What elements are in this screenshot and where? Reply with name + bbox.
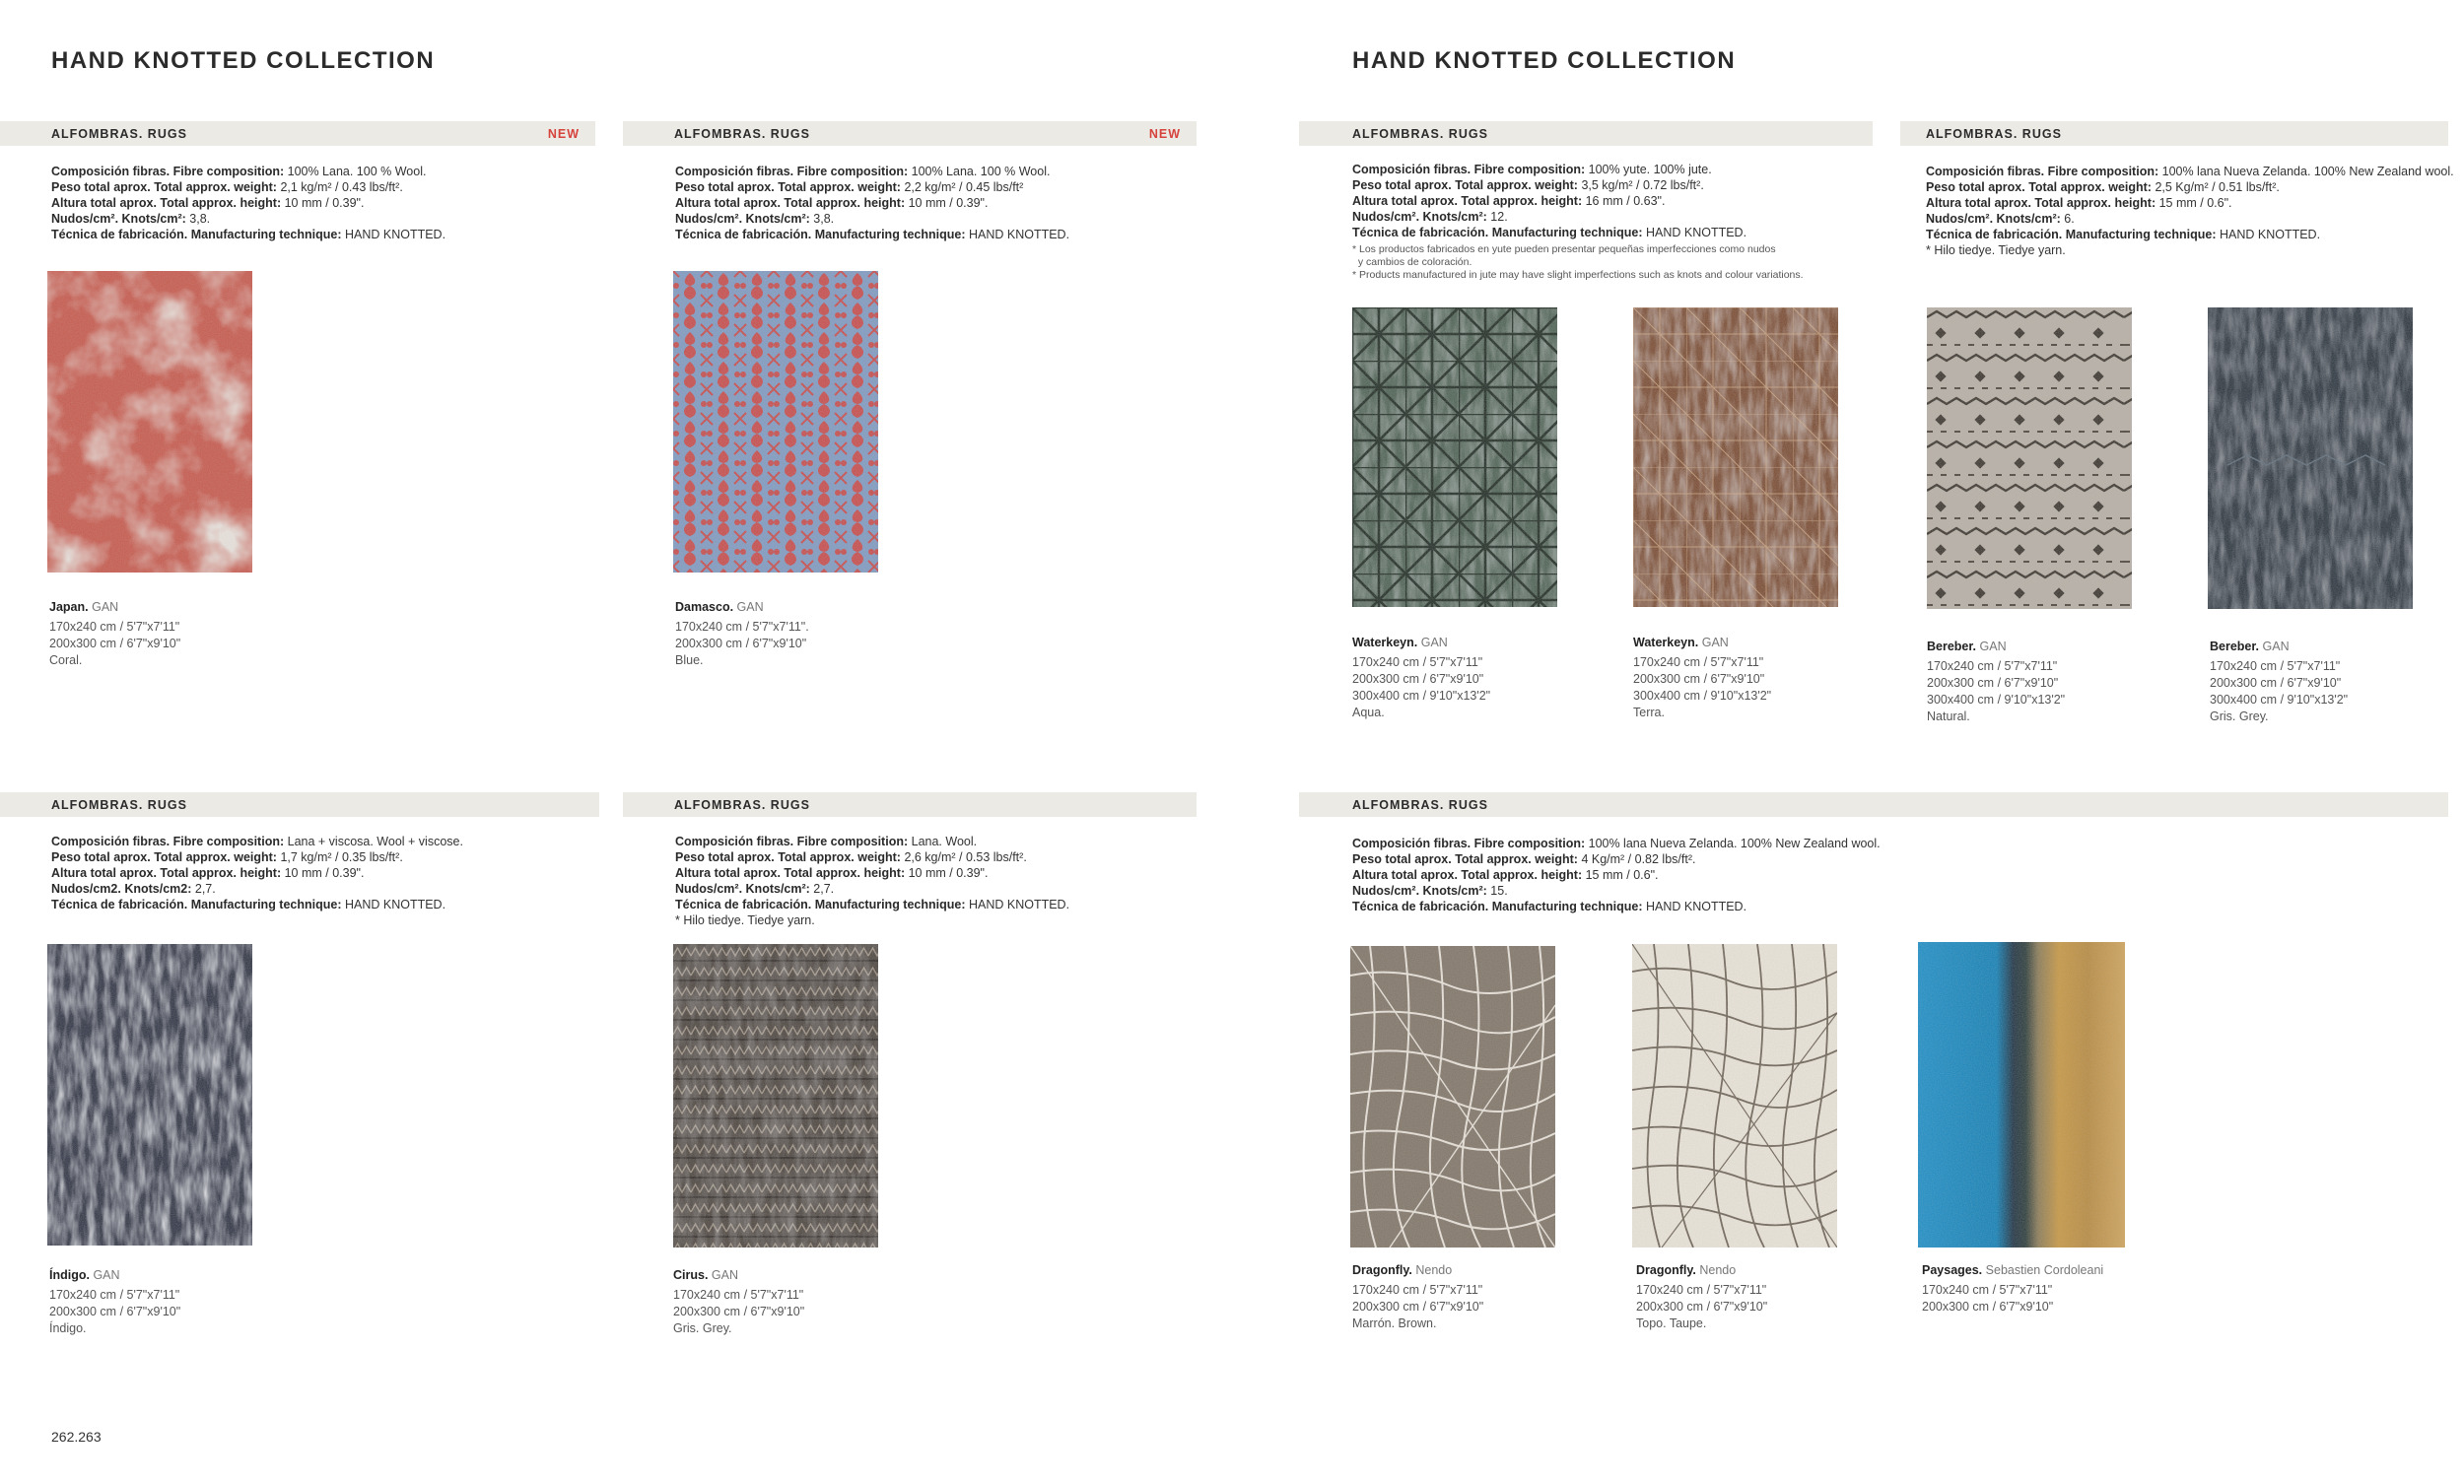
product-caption [49,1267,306,1337]
spec-line: Peso total aprox. Total approx. weight: 1,7 kg/m² / 0.35 lbs/ft². [51,850,403,864]
spec-line: Composición fibras. Fibre composition: 100% Lana. 100 % Wool. [51,165,427,178]
product-size: 170x240 cm / 5'7"x7'11" [1352,655,1483,669]
section-header-label: ALFOMBRAS. RUGS [1926,127,2062,141]
product-size: 170x240 cm / 5'7"x7'11" [49,1288,180,1302]
rug-image-bereber-natural[interactable] [1927,307,2132,609]
spec-line: Técnica de fabricación. Manufacturing technique: HAND KNOTTED. [675,228,1070,241]
new-badge: NEW [1148,127,1181,141]
spec-line: Peso total aprox. Total approx. weight: 4 Kg/m² / 0.82 lbs/ft². [1352,852,1696,866]
product-caption [1927,639,2183,725]
product-caption [675,599,931,669]
product-size: 170x240 cm / 5'7"x7'11" [1352,1283,1483,1297]
product-size: 170x240 cm / 5'7"x7'11" [2210,659,2341,673]
spec-line: Peso total aprox. Total approx. weight: 2,6 kg/m² / 0.53 lbs/ft². [675,850,1027,864]
spec-line: Técnica de fabricación. Manufacturing technique: HAND KNOTTED. [675,898,1070,911]
section-header-label: ALFOMBRAS. RUGS [1352,798,1488,812]
product-size: 300x400 cm / 9'10"x13'2" [1633,689,1772,703]
rug-image-japan[interactable] [47,271,252,573]
rug-image-bereber-grey[interactable] [2208,307,2413,609]
product-size: 170x240 cm / 5'7"x7'11" [1922,1283,2053,1297]
rug-image-damasco[interactable] [673,271,878,573]
rug-image-dragonfly-taupe[interactable] [1632,944,1837,1248]
spec-line: Composición fibras. Fibre composition: 100% yute. 100% jute. [1352,163,1712,176]
page-number: 262.263 [51,1429,102,1445]
spec-list [51,164,603,242]
spec-line: Peso total aprox. Total approx. weight: 2,1 kg/m² / 0.43 lbs/ft². [51,180,403,194]
spec-note: y cambios de coloración. [1352,256,1472,268]
page-title-left: HAND KNOTTED COLLECTION [51,47,436,74]
spec-line: Altura total aprox. Total approx. height: 15 mm / 0.6". [1352,868,1659,882]
rug-image-indigo[interactable] [47,944,252,1246]
product-size: 200x300 cm / 6'7"x9'10" [1636,1300,1768,1314]
spec-line: Composición fibras. Fibre composition: Lana + viscosa. Wool + viscose. [51,835,463,848]
spec-line: Altura total aprox. Total approx. height: 15 mm / 0.6". [1926,196,2232,210]
product-size: 200x300 cm / 6'7"x9'10" [1352,672,1484,686]
product-color: Natural. [1927,709,1970,723]
spec-line: Nudos/cm². Knots/cm²: 15. [1352,884,1508,898]
product-color: Marrón. Brown. [1352,1316,1437,1330]
product-size: 200x300 cm / 6'7"x9'10" [49,1305,181,1318]
product-size: 170x240 cm / 5'7"x7'11" [49,620,180,634]
product-size: 300x400 cm / 9'10"x13'2" [2210,693,2349,707]
section-header-band [623,121,1197,146]
section-header-label: ALFOMBRAS. RUGS [51,798,187,812]
product-caption [2210,639,2464,725]
section-header-band [0,121,595,146]
product-size: 300x400 cm / 9'10"x13'2" [1352,689,1491,703]
section-header-band [0,792,599,817]
rug-image-paysages[interactable] [1918,942,2125,1248]
section-header-label: ALFOMBRAS. RUGS [51,127,187,141]
product-size: 170x240 cm / 5'7"x7'11" [1636,1283,1767,1297]
product-size: 170x240 cm / 5'7"x7'11" [1633,655,1764,669]
product-caption [1352,1262,1608,1332]
spec-line: Altura total aprox. Total approx. height: 10 mm / 0.39". [675,866,989,880]
rug-image-dragonfly-brown[interactable] [1350,946,1555,1248]
page-title-right: HAND KNOTTED COLLECTION [1352,47,1737,74]
spec-line: Técnica de fabricación. Manufacturing technique: HAND KNOTTED. [1926,228,2321,241]
product-color: Terra. [1633,706,1665,719]
spec-line: Técnica de fabricación. Manufacturing technique: HAND KNOTTED. [1352,226,1747,239]
spec-list [675,834,1227,928]
spec-line: Composición fibras. Fibre composition: 100% lana Nueva Zelanda. 100% New Zealand wool. [1352,837,1881,850]
product-size: 200x300 cm / 6'7"x9'10" [1927,676,2059,690]
product-name: Dragonfly. Nendo [1636,1263,1737,1277]
section-header-label: ALFOMBRAS. RUGS [674,127,810,141]
spec-line: Composición fibras. Fibre composition: Lana. Wool. [675,835,978,848]
product-size: 200x300 cm / 6'7"x9'10" [675,637,807,650]
product-name: Waterkeyn. GAN [1633,636,1729,649]
spec-note: * Hilo tiedye. Tiedye yarn. [675,913,815,927]
product-color: Gris. Grey. [673,1321,732,1335]
section-header-band [1900,121,2448,146]
spec-line: Nudos/cm². Knots/cm²: 2,7. [675,882,835,896]
spec-note: * Products manufactured in jute may have slight imperfections such as knots and colour variations. [1352,269,1804,281]
section-header-band [1299,792,2448,817]
spec-line: Nudos/cm². Knots/cm²: 6. [1926,212,2075,226]
product-size: 300x400 cm / 9'10"x13'2" [1927,693,2066,707]
spec-list [51,834,603,912]
spec-line: Altura total aprox. Total approx. height: 10 mm / 0.39". [51,866,365,880]
product-name: Dragonfly. Nendo [1352,1263,1453,1277]
product-caption [1636,1262,1892,1332]
spec-line: Peso total aprox. Total approx. weight: 2,2 kg/m² / 0.45 lbs/ft² [675,180,1024,194]
product-size: 200x300 cm / 6'7"x9'10" [1922,1300,2054,1314]
product-caption [673,1267,929,1337]
spec-line: Técnica de fabricación. Manufacturing technique: HAND KNOTTED. [51,898,446,911]
spec-line: Altura total aprox. Total approx. height: 16 mm / 0.63". [1352,194,1666,208]
product-caption [1352,635,1608,721]
product-caption [49,599,306,669]
spec-line: Nudos/cm². Knots/cm²: 3,8. [51,212,211,226]
spec-line: Composición fibras. Fibre composition: 100% Lana. 100 % Wool. [675,165,1051,178]
rug-image-cirus[interactable] [673,944,878,1248]
product-name: Japan. GAN [49,600,119,614]
section-header-label: ALFOMBRAS. RUGS [1352,127,1488,141]
product-size: 200x300 cm / 6'7"x9'10" [1633,672,1765,686]
product-name: Bereber. GAN [2210,640,2290,653]
product-name: Paysages. Sebastien Cordoleani [1922,1263,2104,1277]
product-size: 200x300 cm / 6'7"x9'10" [673,1305,805,1318]
spec-line: Técnica de fabricación. Manufacturing technique: HAND KNOTTED. [51,228,446,241]
spec-line: Peso total aprox. Total approx. weight: 3,5 kg/m² / 0.72 lbs/ft². [1352,178,1704,192]
spec-line: Nudos/cm2. Knots/cm2: 2,7. [51,882,216,896]
product-name: Bereber. GAN [1927,640,2007,653]
spec-line: Altura total aprox. Total approx. height: 10 mm / 0.39". [51,196,365,210]
product-caption [1922,1262,2178,1315]
product-caption [1633,635,1889,721]
spec-line: Altura total aprox. Total approx. height: 10 mm / 0.39". [675,196,989,210]
product-color: Gris. Grey. [2210,709,2269,723]
rug-image-waterkeyn-aqua[interactable] [1352,307,1557,607]
section-header-band [623,792,1197,817]
product-name: Cirus. GAN [673,1268,739,1282]
spec-list [675,164,1227,242]
product-size: 200x300 cm / 6'7"x9'10" [49,637,181,650]
product-name: Waterkeyn. GAN [1352,636,1448,649]
product-color: Aqua. [1352,706,1385,719]
product-size: 170x240 cm / 5'7"x7'11" [673,1288,804,1302]
product-color: Blue. [675,653,704,667]
product-color: Coral. [49,653,83,667]
spec-line: Técnica de fabricación. Manufacturing technique: HAND KNOTTED. [1352,900,1747,913]
spec-line: Nudos/cm². Knots/cm²: 3,8. [675,212,835,226]
product-name: Índigo. GAN [49,1268,120,1282]
product-size: 200x300 cm / 6'7"x9'10" [2210,676,2342,690]
new-badge: NEW [547,127,580,141]
section-header-band [1299,121,1873,146]
spec-list [1352,836,1904,914]
spec-note: * Hilo tiedye. Tiedye yarn. [1926,243,2066,257]
product-size: 170x240 cm / 5'7"x7'11". [675,620,809,634]
section-header-label: ALFOMBRAS. RUGS [674,798,810,812]
spec-list [1352,162,1904,282]
spec-line: Nudos/cm². Knots/cm²: 12. [1352,210,1508,224]
spec-list [1926,164,2464,258]
spec-note: * Los productos fabricados en yute pueden presentar pequeñas imperfecciones como nudos [1352,243,1776,255]
spec-line: Composición fibras. Fibre composition: 100% lana Nueva Zelanda. 100% New Zealand wool. [1926,165,2454,178]
product-color: Índigo. [49,1321,87,1335]
product-name: Damasco. GAN [675,600,764,614]
product-size: 200x300 cm / 6'7"x9'10" [1352,1300,1484,1314]
product-color: Topo. Taupe. [1636,1316,1707,1330]
spec-line: Peso total aprox. Total approx. weight: 2,5 Kg/m² / 0.51 lbs/ft². [1926,180,2280,194]
rug-image-waterkeyn-terra[interactable] [1633,307,1838,607]
product-size: 170x240 cm / 5'7"x7'11" [1927,659,2058,673]
